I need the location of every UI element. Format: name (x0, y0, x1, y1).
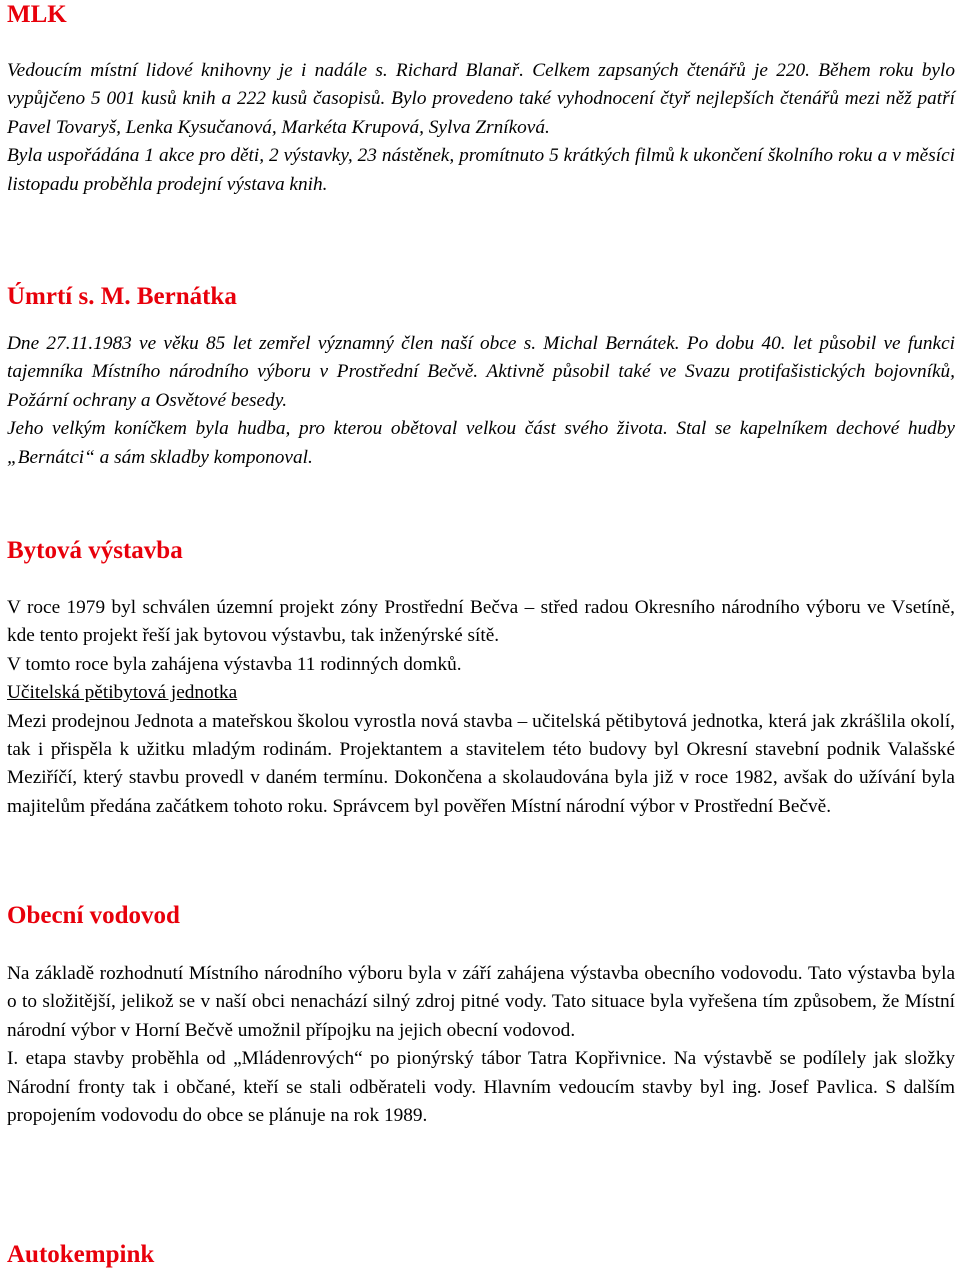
paragraph-water-supply-start: Na základě rozhodnutí Místního národního výboru byla v září zahájena výstavba obecního vodovodu. Tato výstavba byla o to složitější, jelikož se v naší obci nenachází silný zdroj pitné vody. Tato situace byla vyřešena tím způsobem, že Místní národní výbor v Horní Bečvě umožnil přípojku na jejich obecní vodovod. (7, 963, 955, 1041)
paragraph-family-houses: V tomto roce byla zahájena výstavba 11 rodinných domků. (7, 653, 462, 675)
section-heading-autocamp: Autokempink (7, 1241, 155, 1268)
paragraph-teacher-housing: Mezi prodejnou Jednota a mateřskou školou vyrostla nová stavba – učitelská pětibytová jednotka, která jak zkrášlila okolí, tak i přispěla k užitku mladým rodinám. Projektantem a stavitelem této budovy byl Okresní stavební podnik Valašské Meziříčí, který stavbu provedl v daném termínu. Dokončena a skolaudována byla již v roce 1982, avšak do užívání byla majitelům předána začátkem tohoto roku. Správcem byl pověřen Místní národní výbor v Prostřední Bečvě. (7, 710, 955, 817)
paragraph-water-supply-stage: I. etapa stavby proběhla od „Mládenrových“ po pionýrský tábor Tatra Kopřivnice. Na výstavbě se podílely jak složky Národní fronty tak i občané, kteří se stali odběrateli vody. Hlavním vedoucím stavby byl ing. Josef Pavlica. S dalším propojením vodovodu do obce se plánuje na rok 1989. (7, 1048, 955, 1127)
section-body-mlk (7, 57, 955, 199)
section-heading-death: Úmrtí s. M. Bernátka (7, 283, 237, 310)
section-heading-housing: Bytová výstavba (7, 537, 183, 564)
section-heading-mlk: MLK (7, 1, 67, 28)
paragraph-music-hobby: Jeho velkým koníčkem byla hudba, pro kterou obětoval velkou část svého života. Stal se kapelníkem dechové hudby „Bernátci“ a sám skladby komponoval. (7, 418, 955, 468)
subheading-teacher-housing: Učitelská pětibytová jednotka (7, 682, 238, 704)
section-body-water-supply (7, 960, 955, 1130)
paragraph-zoning-project: V roce 1979 byl schválen územní projekt zóny Prostřední Bečva – střed radou Okresního národního výboru ve Vsetíně, kde tento projekt řeší jak bytovou výstavbu, tak inženýrské sítě. (7, 597, 955, 647)
paragraph-library-stats: Vedoucím místní lidové knihovny je i nadále s. Richard Blanař. Celkem zapsaných čtenářů je 220. Během roku bylo vypůjčeno 5 001 kusů knih a 222 kusů časopisů. Bylo provedeno také vyhodnocení čtyř nejlepších čtenářů mezi něž patří Pavel Tovaryš, Lenka Kysučanová, Markéta Krupová, Sylva Zrníková. (7, 60, 955, 138)
paragraph-library-events: Byla uspořádána 1 akce pro děti, 2 výstavky, 23 nástěnek, promítnuto 5 krátkých filmů k ukončení školního roku a v měsíci listopadu proběhla prodejní výstava knih. (7, 145, 955, 195)
section-heading-water-supply: Obecní vodovod (7, 902, 180, 929)
section-body-housing (7, 594, 955, 821)
paragraph-death-notice: Dne 27.11.1983 ve věku 85 let zemřel významný člen naší obce s. Michal Bernátek. Po dobu 40. let působil ve funkci tajemníka Místního národního výboru v Prostřední Bečvě. Aktivně působil také ve Svazu protifašistických bojovníků, Požární ochrany a Osvětové besedy. (7, 333, 955, 411)
section-body-death (7, 330, 955, 472)
